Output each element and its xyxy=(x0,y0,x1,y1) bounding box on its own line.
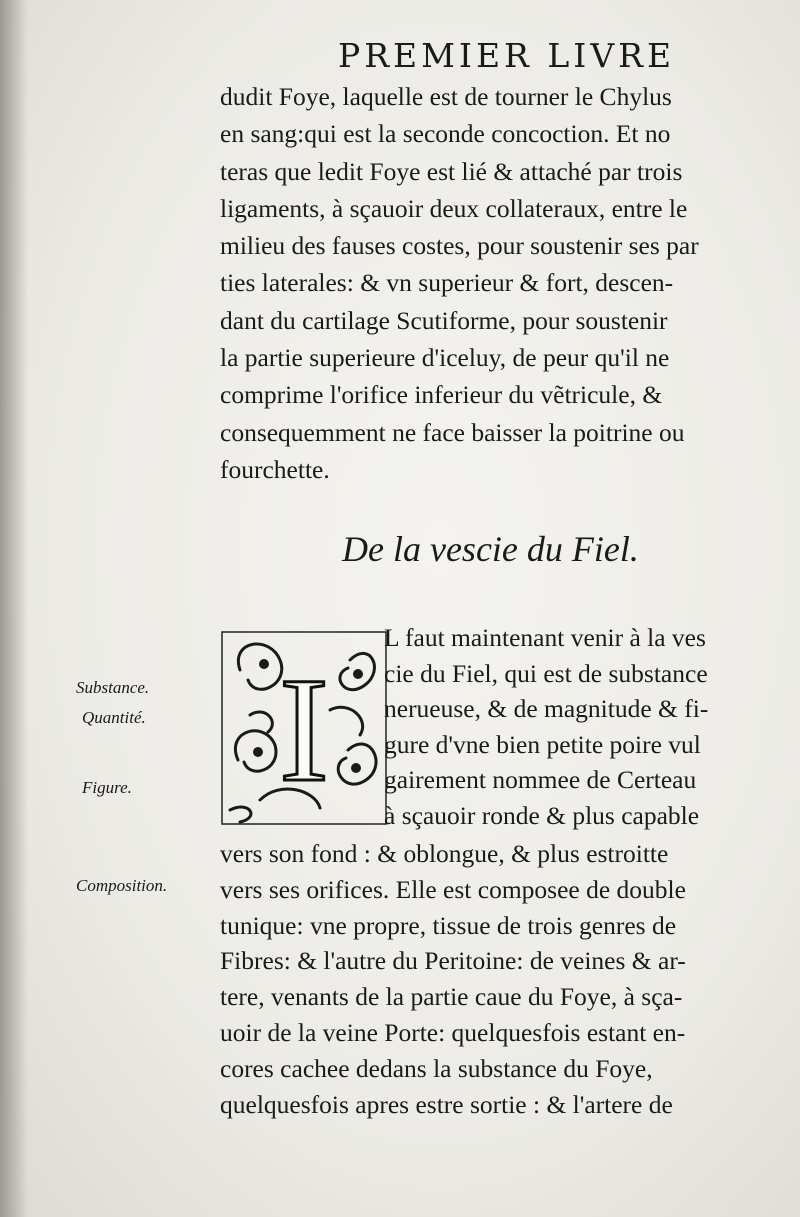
dropcap-text xyxy=(384,620,784,833)
running-title: PREMIER LIVRE xyxy=(338,36,676,75)
text-line: vers son fond : & oblongue, & plus estroitte xyxy=(220,839,669,868)
text-line: nerueuse, & de magnitude & fi- xyxy=(384,694,709,723)
text-line: tere, venants de la partie caue du Foye, à sça- xyxy=(220,982,683,1012)
binding-shadow xyxy=(0,0,28,1217)
text-line: fourchette. xyxy=(220,454,330,484)
text-line: ties laterales: & vn superieur & fort, descen- xyxy=(220,268,674,298)
foliage-ornament-icon xyxy=(220,630,388,826)
text-line: en sang:qui est la seconde concoction. Et no xyxy=(220,119,671,149)
initial-letter: I xyxy=(279,647,329,813)
text-line: vers ses orifices. Elle est composee de double xyxy=(220,874,686,904)
margin-note-figure: Figure. xyxy=(82,778,132,797)
text-line: milieu des fauses costes, pour soustenir ses par xyxy=(220,231,699,261)
text-line: gairement nommee de Certeau xyxy=(384,765,697,794)
text-block-bottom xyxy=(220,836,780,1122)
text-line: Fibres: & l'autre du Peritoine: de veines & ar- xyxy=(220,946,686,976)
text-line: ligaments, à sçauoir deux collateraux, entre le xyxy=(220,193,688,223)
text-line: teras que ledit Foye est lié & attaché par trois xyxy=(220,156,683,186)
text-line: tunique: vne propre, tissue de trois genres de xyxy=(220,910,677,940)
ornamental-initial xyxy=(220,630,388,826)
text-line: quelquesfois apres estre sortie : & l'artere de xyxy=(220,1089,673,1119)
text-line: à sçauoir ronde & plus capable xyxy=(384,800,700,830)
text-block-top xyxy=(220,78,780,488)
margin-note-quantite: Quantité. xyxy=(82,708,146,727)
section-heading: De la vescie du Fiel. xyxy=(342,529,639,569)
text-line: comprime l'orifice inferieur du vẽtricule, & xyxy=(220,380,663,410)
text-line: L faut maintenant venir à la ves xyxy=(384,623,706,652)
text-line: dant du cartilage Scutiforme, pour soustenir xyxy=(220,305,668,335)
text-line: uoir de la veine Porte: quelquesfois estant en- xyxy=(220,1017,686,1047)
text-line: dudit Foye, laquelle est de tourner le Chylus xyxy=(220,82,672,111)
text-line: cie du Fiel, qui est de substance xyxy=(384,658,708,688)
text-line: cores cachee dedans la substance du Foye, xyxy=(220,1053,653,1083)
margin-note-substance: Substance. xyxy=(76,678,150,697)
text-line: gure d'vne bien petite poire vul xyxy=(384,729,701,759)
text-line: consequemment ne face baisser la poitrine ou xyxy=(220,417,685,447)
text-line: la partie superieure d'iceluy, de peur qu'il ne xyxy=(220,343,670,373)
margin-note-composition: Composition. xyxy=(76,876,168,895)
